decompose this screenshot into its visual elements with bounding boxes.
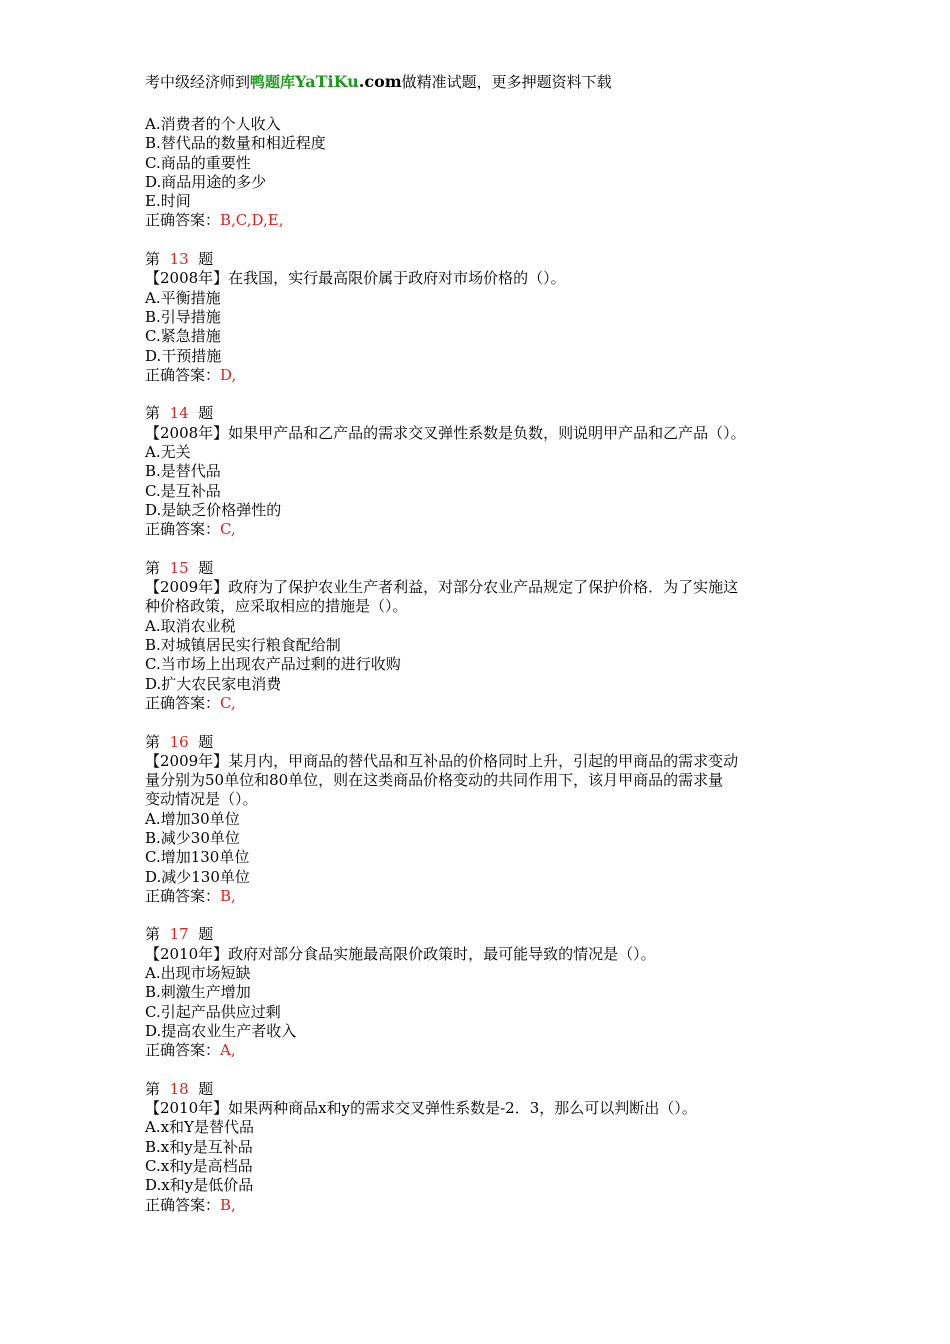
- top-question-block: [145, 115, 845, 231]
- question-stem: 【2008年】在我国，实行最高限价属于政府对市场价格的（）。: [145, 269, 566, 288]
- question-stem: 【2008年】如果甲产品和乙产品的需求交叉弹性系数是负数，则说明甲产品和乙产品（）。: [145, 423, 746, 442]
- answer-value: C,: [220, 520, 236, 539]
- question-title: [145, 559, 845, 578]
- answer-label: 正确答案：: [145, 211, 221, 230]
- answer-value: A,: [220, 1041, 236, 1060]
- question-block: [145, 713, 845, 906]
- page-header: [145, 72, 612, 92]
- option: A.出现市场短缺: [145, 964, 251, 983]
- question-title: [145, 925, 845, 944]
- option: C.是互补品: [145, 481, 221, 500]
- question-block: [145, 540, 845, 714]
- answer-line: [145, 1196, 845, 1215]
- question-number: 18: [169, 1079, 189, 1098]
- question-number: 17: [169, 925, 189, 944]
- header-brand-com: .com: [358, 72, 402, 91]
- question-stem: 【2009年】政府为了保护农业生产者利益，对部分农业产品规定了保护价格．为了实施这: [145, 578, 739, 597]
- question-title-prefix: 第: [145, 925, 161, 944]
- spacer: [145, 713, 845, 732]
- question-block: [145, 385, 845, 539]
- answer-line: [145, 366, 845, 385]
- answer-line: [145, 1041, 845, 1060]
- header-brand-en: YaTiKu: [295, 72, 359, 91]
- option: C.x和y是高档品: [145, 1157, 253, 1176]
- question-title-suffix: 题: [198, 925, 214, 944]
- option: D.干预措施: [145, 346, 222, 365]
- question-stem: 量分别为50单位和80单位，则在这类商品价格变动的共同作用下，该月甲商品的需求量: [145, 771, 724, 790]
- header-prefix: 考中级经济师到: [145, 73, 251, 91]
- question-block: [145, 231, 845, 385]
- question-title-prefix: 第: [145, 250, 161, 269]
- spacer: [145, 1061, 845, 1080]
- question-title-suffix: 题: [198, 1079, 214, 1098]
- question-number: 13: [169, 250, 189, 269]
- question-number: 14: [169, 404, 189, 423]
- question-block: [145, 1061, 845, 1215]
- option: D.x和y是低价品: [145, 1176, 254, 1195]
- question-title: [145, 1080, 845, 1099]
- option: A.取消农业税: [145, 616, 236, 635]
- answer-value: B,: [220, 1195, 236, 1214]
- question-title-suffix: 题: [198, 558, 214, 577]
- spacer: [145, 231, 845, 250]
- option: A.无关: [145, 443, 191, 462]
- answer-label: 正确答案：: [145, 520, 221, 539]
- option: C.当市场上出现农产品过剩的进行收购: [145, 655, 401, 674]
- option: A.消费者的个人收入: [145, 115, 281, 133]
- question-number: 15: [169, 558, 189, 577]
- question-number: 16: [169, 732, 189, 751]
- question-title: [145, 733, 845, 752]
- header-suffix: 做精准试题，更多押题资料下载: [401, 73, 612, 91]
- option: B.减少30单位: [145, 828, 240, 847]
- question-stem: 种价格政策，应采取相应的措施是（）。: [145, 597, 408, 616]
- answer-value: B,C,D,E,: [220, 211, 284, 230]
- answer-value: D,: [220, 365, 237, 384]
- option: B.刺激生产增加: [145, 983, 251, 1002]
- question-title-prefix: 第: [145, 732, 161, 751]
- option: A.增加30单位: [145, 809, 240, 828]
- answer-line: [145, 694, 845, 713]
- option: B.是替代品: [145, 462, 221, 481]
- question-title-suffix: 题: [198, 250, 214, 269]
- option: B.替代品的数量和相近程度: [145, 134, 326, 153]
- spacer: [145, 385, 845, 404]
- question-stem: 【2010年】政府对部分食品实施最高限价政策时，最可能导致的情况是（）。: [145, 944, 656, 963]
- option: A.平衡措施: [145, 288, 221, 307]
- option: B.引导措施: [145, 307, 221, 326]
- header-brand-cn: 鸭题库: [250, 73, 296, 91]
- question-stem: 【2009年】某月内，甲商品的替代品和互补品的价格同时上升，引起的甲商品的需求变动: [145, 751, 739, 770]
- answer-label: 正确答案：: [145, 693, 221, 712]
- question-list: [145, 231, 845, 1215]
- answer-line: [145, 520, 845, 539]
- question-title-prefix: 第: [145, 558, 161, 577]
- question-content: [145, 115, 845, 1215]
- spacer: [145, 906, 845, 925]
- question-title: [145, 404, 845, 423]
- option: B.对城镇居民实行粮食配给制: [145, 636, 341, 655]
- answer-value: C,: [220, 693, 236, 712]
- option: D.是缺乏价格弹性的: [145, 500, 282, 519]
- option: C.紧急措施: [145, 327, 221, 346]
- question-title-suffix: 题: [198, 732, 214, 751]
- option: D.提高农业生产者收入: [145, 1021, 297, 1040]
- spacer: [145, 540, 845, 559]
- option: D.减少130单位: [145, 867, 250, 886]
- answer-label: 正确答案：: [145, 886, 221, 905]
- question-title-suffix: 题: [198, 404, 214, 423]
- answer-line: [145, 211, 845, 230]
- answer-label: 正确答案：: [145, 365, 221, 384]
- option: C.增加130单位: [145, 848, 250, 867]
- question-stem: 变动情况是（）。: [145, 790, 258, 809]
- question-block: [145, 906, 845, 1060]
- option: A.x和Y是替代品: [145, 1118, 254, 1137]
- question-stem: 【2010年】如果两种商品x和y的需求交叉弹性系数是-2．3，那么可以判断出（）。: [145, 1099, 697, 1118]
- option: C.商品的重要性: [145, 153, 251, 172]
- answer-value: B,: [220, 886, 236, 905]
- option: D.商品用途的多少: [145, 172, 267, 191]
- question-title-prefix: 第: [145, 1079, 161, 1098]
- question-title: [145, 250, 845, 269]
- option: E.时间: [145, 192, 191, 211]
- question-title-prefix: 第: [145, 404, 161, 423]
- answer-line: [145, 887, 845, 906]
- option: C.引起产品供应过剩: [145, 1002, 281, 1021]
- answer-label: 正确答案：: [145, 1195, 221, 1214]
- option: B.x和y是互补品: [145, 1137, 253, 1156]
- option: D.扩大农民家电消费: [145, 674, 282, 693]
- answer-label: 正确答案：: [145, 1041, 221, 1060]
